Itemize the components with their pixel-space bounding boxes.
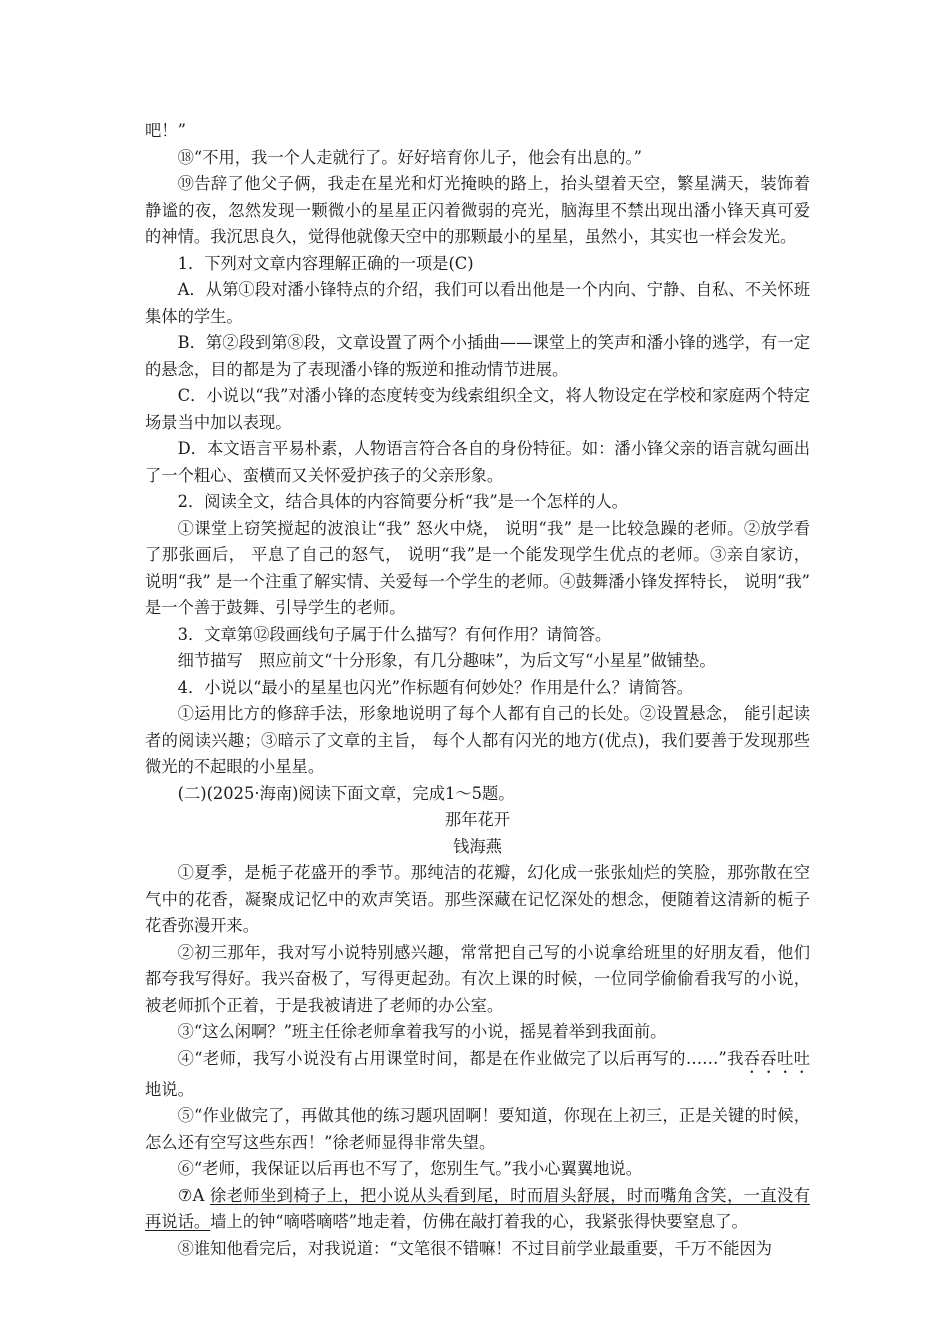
question-3-answer: 细节描写 照应前文“十分形象，有几分趣味”，为后文写“小星星”做铺垫。: [177, 651, 716, 670]
article-paragraph-6: ⑥“老师，我保证以后再也不写了，您别生气。”我小心翼翼地说。: [177, 1159, 642, 1178]
article-paragraph-3: ③“这么闲啊？”班主任徐老师拿着我写的小说，摇晃着举到我面前。: [177, 1022, 667, 1041]
article-title: 那年花开: [444, 810, 511, 829]
article-author: 钱海燕: [453, 836, 502, 856]
paragraph-17-tail: 吧！”: [145, 121, 186, 140]
dotted-word-tuntun: 吞吞: [743, 1048, 778, 1068]
question-3: 3．文章第⑫段画线句子属于什么描写？有何作用？请简答。: [177, 624, 612, 644]
question-1-option-a: A．从第①段对潘小锋特点的介绍，我们可以看出他是一个内向、宁静、自私、不关怀班集体的学生。: [145, 280, 810, 326]
paragraph-19: ⑲告辞了他父子俩，我走在星光和灯光掩映的路上，抬头望着天空，繁星满天，装饰着静谧的夜，忽然发现一颗微小的星星正闪着微弱的亮光，脑海里不禁出现出潘小锋天真可爱的神情。我沉思良久，觉得他就像天空中的那颗最小的星星，虽然小，其实也一样会发光。: [145, 174, 810, 246]
underlined-sentence: 徐老师坐到椅子上，把小说从头看到尾，时而眉头舒展，时而嘴角含笑，一直没有再说话。: [145, 1185, 810, 1231]
article-paragraph-4-end: 地说。: [145, 1079, 194, 1099]
question-4-answer: ①运用比方的修辞手法，形象地说明了每个人都有自己的长处。②设置悬念， 能引起读者的阅读兴趣；③暗示了文章的主旨， 每个人都有闪光的地方(优点)，我们要善于发现那些微光的不起眼的小星星。: [145, 704, 810, 776]
question-1-option-b: B．第②段到第⑧段，文章设置了两个小插曲——课堂上的笑声和潘小锋的逃学，有一定的悬念，目的都是为了表现潘小锋的叛逆和推动情节进展。: [145, 333, 810, 379]
question-4: 4．小说以“最小的星星也闪光”作标题有何妙处？作用是什么？请简答。: [177, 677, 694, 697]
article-paragraph-2: ②初三那年，我对写小说特别感兴趣，常常把自己写的小说拿给班里的好朋友看，他们都夸我写得好。我兴奋极了，写得更起劲。有次上课的时候，一位同学偷偷看我写的小说，被老师抓个正着，于是我被请进了老师的办公室。: [145, 942, 810, 1015]
paragraph-18: ⑱“不用，我一个人走就行了。好好培育你儿子，他会有出息的。”: [177, 147, 642, 167]
article-paragraph-7: [145, 1183, 810, 1236]
document-body: [145, 118, 810, 1262]
question-1-option-c: C．小说以“我”对潘小锋的态度转变为线索组织全文，将人物设定在学校和家庭两个特定场景当中加以表现。: [145, 386, 810, 432]
article-paragraph-8: ⑧谁知他看完后，对我说道：“文笔很不错嘛！不过目前学业最重要，千万不能因为: [177, 1238, 773, 1258]
article-paragraph-4: [145, 1046, 810, 1104]
section-2-intro: (二)(2025·海南)阅读下面文章，完成1～5题。: [177, 783, 515, 803]
article-paragraph-7-rest: 墙上的钟“嘀嗒嘀嗒”地走着，仿佛在敲打着我的心，我紧张得快要窒息了。: [210, 1212, 748, 1231]
article-paragraph-1: ①夏季，是栀子花盛开的季节。那纯洁的花瓣，幻化成一张张灿烂的笑脸，那弥散在空气中的花香，凝聚成记忆中的欢声笑语。那些深藏在记忆深处的想念，便随着这清新的栀子花香弥漫开来。: [145, 863, 810, 935]
article-paragraph-5: ⑤“作业做完了，再做其他的练习题巩固啊！要知道，你现在上初三，正是关键的时候，怎么还有空写这些东西！”徐老师显得非常失望。: [145, 1106, 810, 1152]
question-1: 1．下列对文章内容理解正确的一项是(C): [177, 253, 474, 273]
marker-a: ⑦A: [177, 1185, 210, 1205]
dotted-word-tutu: 吐吐: [777, 1048, 810, 1068]
article-paragraph-4-text: ④“老师，我写小说没有占用课堂时间，都是在作业做完了以后再写的……”我: [177, 1048, 744, 1068]
question-1-option-d: D．本文语言平易朴素，人物语言符合各自的身份特征。如：潘小锋父亲的语言就勾画出了一个粗心、蛮横而又关怀爱护孩子的父亲形象。: [145, 439, 810, 485]
question-2-answer: ①课堂上窃笑搅起的波浪让“我” 怒火中烧， 说明“我” 是一比较急躁的老师。②放学看了那张画后， 平息了自己的怒气， 说明“我”是一个能发现学生优点的老师。③亲自家访， 说明“我” 是一个注重了解实情、关爱每一个学生的老师。④鼓舞潘小锋发挥特长， 说明“我” 是一个善于鼓舞、引导学生的老师。: [145, 518, 810, 617]
question-2: 2．阅读全文，结合具体的内容简要分析“我”是一个怎样的人。: [177, 492, 628, 511]
